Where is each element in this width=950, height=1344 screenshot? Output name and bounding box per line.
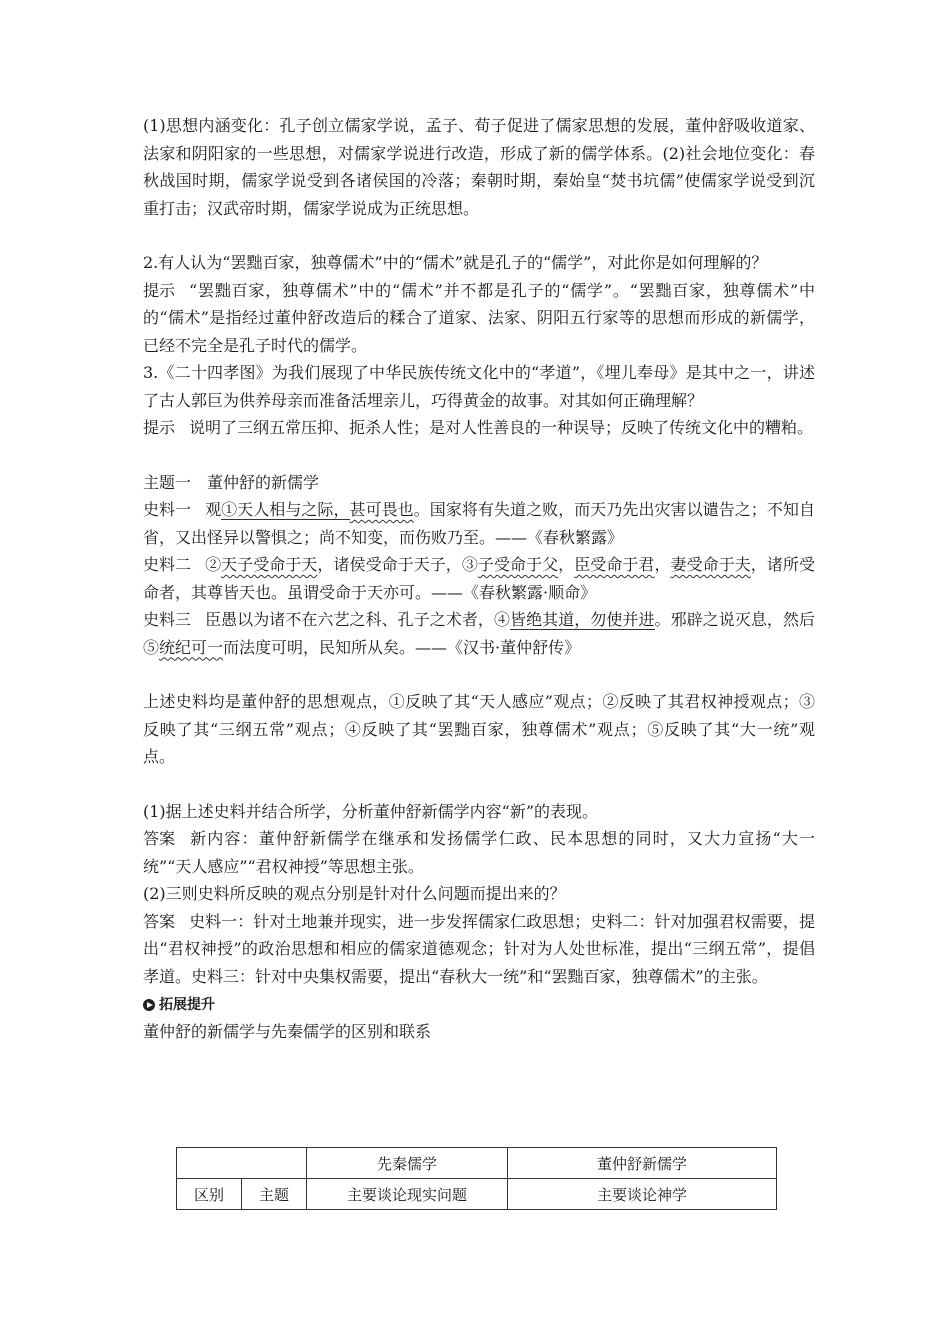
table-corner-cell — [177, 1148, 307, 1179]
source-text: 。邪辟之说灭息，然后⑤ — [143, 610, 815, 657]
wavy-underlined-phrase: 臣受命于君 — [574, 555, 655, 574]
wavy-underlined-phrase: 统纪可一 — [159, 637, 224, 657]
hint-label: 提示 — [143, 418, 176, 437]
source-text: 。国家将有失道之败，而天乃先出灾害以谴告之；不知自省，又出怪异以警惧之；尚不知变，而伤败乃至。——《春秋繁露》 — [143, 500, 815, 547]
source-3 — [143, 606, 815, 661]
source-text: ， — [558, 555, 575, 574]
table-cell: 区别 — [177, 1179, 242, 1210]
source-text: 而法度可明，民知所从矣。——《汉书·董仲舒传》 — [223, 637, 581, 657]
comparison-table — [176, 1147, 777, 1210]
underlined-phrase: 皆绝其道，勿使并进 — [510, 610, 655, 629]
wavy-underlined-phrase: 甚可畏也 — [349, 500, 414, 519]
source-text: 观 — [205, 500, 222, 519]
wavy-underlined-phrase: 子受命于父 — [477, 555, 559, 574]
question-2: 2.有人认为“罢黜百家，独尊儒术”中的“儒术”就是孔子的“儒学”，对此你是如何理解的？ — [143, 253, 768, 272]
source-text: 臣愚以为诸不在六艺之科、孔子之术者，④ — [205, 610, 511, 629]
table-header-row — [177, 1148, 777, 1179]
hint-text: “罢黜百家，独尊儒术”中的“儒术”并不都是孔子的“儒学”。“罢黜百家，独尊儒术”中的“儒术”是指经过董仲舒改造后的糅合了道家、法家、阴阳五行家等的思想而形成的新儒学，已经不完全是孔子时代的儒学。 — [143, 280, 815, 355]
source-1 — [143, 496, 815, 551]
table-header-xianqin: 先秦儒学 — [307, 1148, 508, 1179]
theme-title: 主题一 董仲舒的新儒学 — [143, 472, 320, 492]
hint-3 — [143, 414, 815, 442]
extension-heading-text: 拓展提升 — [159, 997, 215, 1013]
source-label: 史料三 — [143, 610, 192, 629]
answer-1 — [143, 825, 815, 880]
sub-question-1: (1)据上述史料并结合所学，分析董仲舒新儒学内容“新”的表现。 — [143, 801, 599, 821]
hint-2 — [143, 277, 815, 360]
sources-summary: 上述史料均是董仲舒的思想观点，①反映了其“天人感应”观点；②反映了其君权神授观点；③反映了其“三纲五常”观点；④反映了其“罢黜百家，独尊儒术”观点；⑤反映了其“大一统”观点。 — [143, 692, 815, 766]
source-2 — [143, 551, 815, 606]
wavy-underlined-phrase: 天子受命于天 — [221, 555, 318, 574]
source-text: ② — [205, 555, 222, 574]
answer-label: 答案 — [143, 911, 176, 931]
table-row — [177, 1179, 777, 1210]
wavy-underlined-phrase: 妻受命于夫 — [670, 555, 751, 574]
answer-text: 史料一：针对土地兼并现实，进一步发挥儒家仁政思想；史料二：针对加强君权需要，提出“君权神授”的政治思想和相应的儒家道德观念；针对为人处世标准，提出“三纲五常”，提倡孝道。史料三：针对中央集权需要，提出“春秋大一统”和“罢黜百家，独尊儒术”的主张。 — [143, 911, 815, 986]
table-header-dong: 董仲舒新儒学 — [508, 1148, 777, 1179]
source-label: 史料一 — [143, 500, 192, 519]
answer-label: 答案 — [143, 829, 176, 848]
hint-text: 说明了三纲五常压抑、扼杀人性；是对人性善良的一种误导；反映了传统文化中的糟粕。 — [189, 418, 814, 437]
document-body — [143, 112, 815, 1046]
table-cell: 主要谈论现实问题 — [307, 1179, 508, 1210]
source-text: ，诸所受命者，其尊皆天也。虽谓受命于天亦可。——《春秋繁露·顺命》 — [143, 555, 815, 602]
extension-intro: 董仲舒的新儒学与先秦儒学的区别和联系 — [143, 1022, 432, 1041]
table-cell: 主要谈论神学 — [508, 1179, 777, 1210]
question-3: 3.《二十四孝图》为我们展现了中华民族传统文化中的“孝道”，《埋儿奉母》是其中之一，讲述了古人郭巨为供养母亲而准备活埋亲儿，巧得黄金的故事。对其如何正确理解？ — [143, 363, 815, 410]
extension-heading — [143, 992, 815, 1018]
play-circle-icon — [143, 999, 155, 1011]
hint-label: 提示 — [143, 280, 176, 300]
answer-2 — [143, 908, 815, 991]
sub-question-2: (2)三则史料所反映的观点分别是针对什么问题而提出来的？ — [143, 884, 566, 903]
source-text: ， — [654, 555, 671, 574]
paragraph-intro: (1)思想内涵变化：孔子创立儒家学说，孟子、荀子促进了儒家思想的发展，董仲舒吸收道家、法家和阴阳家的一些思想，对儒家学说进行改造，形成了新的儒学体系。(2)社会地位变化：春秋战国时期，儒家学说受到各诸侯国的冷落；秦朝时期，秦始皇“焚书坑儒”使儒家学说受到沉重打击；汉武帝时期，儒家学说成为正统思想。 — [143, 116, 815, 218]
table-cell: 主题 — [242, 1179, 307, 1210]
underlined-phrase: ①天人相与之际， — [221, 500, 350, 519]
answer-text: 新内容：董仲舒新儒学在继承和发扬儒学仁政、民本思想的同时，又大力宣扬“大一统”“天人感应”“君权神授”等思想主张。 — [143, 829, 815, 876]
source-text: ，诸侯受命于天子，③ — [317, 555, 478, 574]
source-label: 史料二 — [143, 555, 192, 574]
